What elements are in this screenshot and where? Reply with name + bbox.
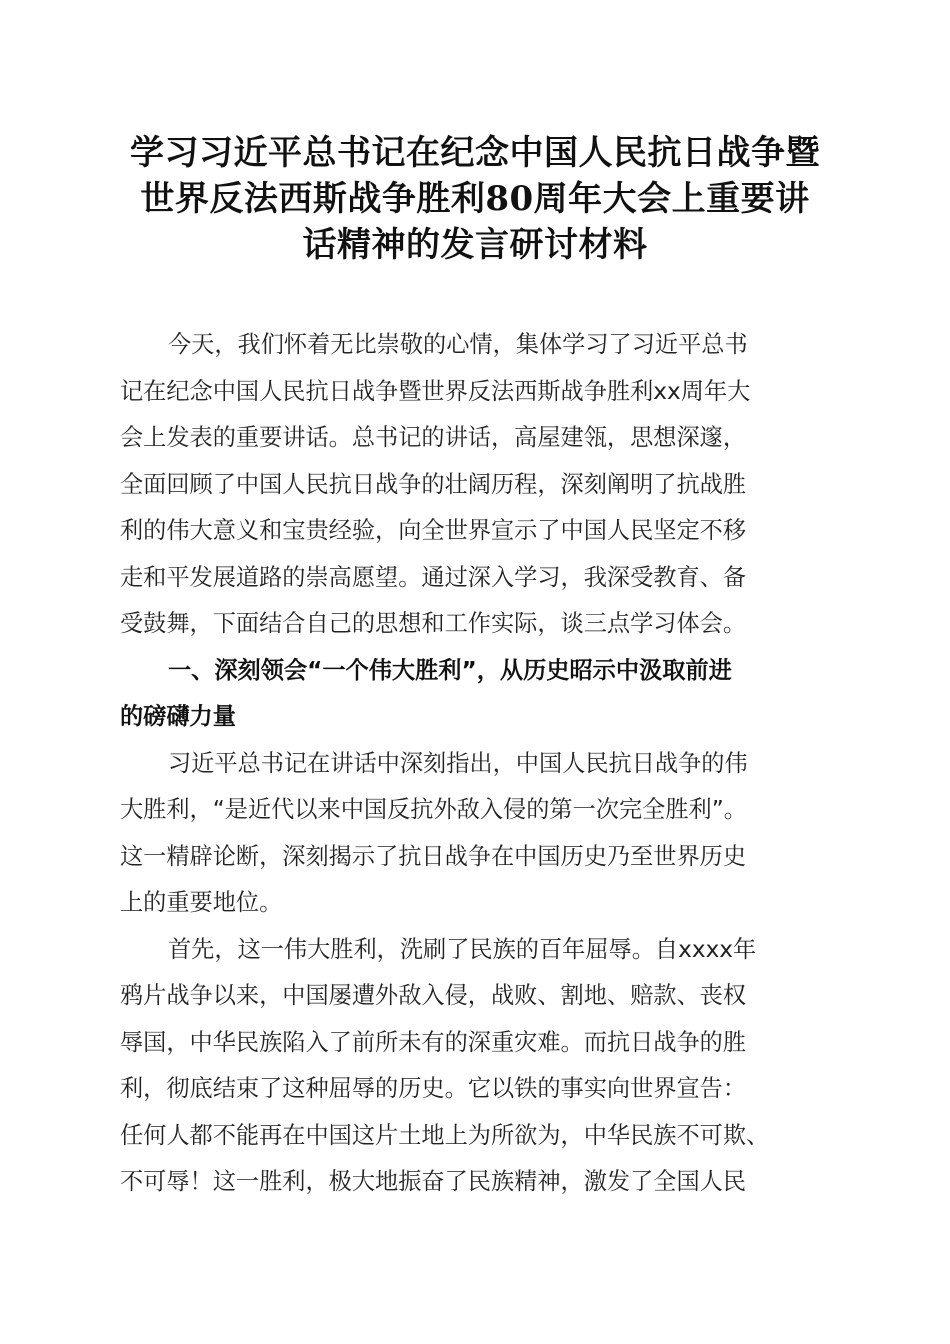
paragraph-line: 习近平总书记在讲话中深刻指出，中国人民抗日战争的伟 [168,749,748,777]
paragraph-line: 受鼓舞，下面结合自己的思想和工作实际，谈三点学习体会。 [120,610,747,637]
heading-line: 的磅礴力量 [120,703,236,730]
intro-paragraph [120,322,830,648]
title-line: 学习习近平总书记在纪念中国人民抗日战争暨 [130,133,820,173]
body-paragraph [120,927,830,1206]
paragraph-line: 记在纪念中国人民抗日战争暨世界反法西斯战争胜利xx周年大 [120,377,751,405]
heading-line: 一、深刻领会“一个伟大胜利”，从历史昭示中汲取前进 [168,656,732,684]
paragraph-line: 鸦片战争以来，中国屡遭外敌入侵，战败、割地、赔款、丧权 [120,982,747,1009]
paragraph-line: 走和平发展道路的崇高愿望。通过深入学习，我深受教育、备 [120,563,747,591]
paragraph-line: 大胜利，“是近代以来中国反抗外敌入侵的第一次完全胜利”。 [120,796,747,823]
paragraph-line: 首先，这一伟大胜利，洗刷了民族的百年屈辱。自xxxx年 [168,935,757,963]
paragraph-line: 利，彻底结束了这种屈辱的历史。它以铁的事实向世界宣告： [120,1075,747,1102]
paragraph-line: 任何人都不能再在中国这片土地上为所欲为，中华民族不可欺、 [120,1121,770,1149]
paragraph-line: 辱国，中华民族陷入了前所未有的深重灾难。而抗日战争的胜 [120,1028,747,1056]
paragraph-line: 上的重要地位。 [120,889,283,916]
title-line: 世界反法西斯战争胜利80周年大会上重要讲 [140,179,810,219]
paragraph-line: 这一精辟论断，深刻揭示了抗日战争在中国历史乃至世界历史 [120,842,747,870]
title-line: 话精神的发言研讨材料 [302,225,648,265]
paragraph-line: 不可辱！这一胜利，极大地振奋了民族精神，激发了全国人民 [120,1168,747,1195]
paragraph-line: 今天，我们怀着无比崇敬的心情，集体学习了习近平总书 [168,331,748,358]
body-paragraph [120,741,830,927]
paragraph-line: 利的伟大意义和宝贵经验，向全世界宣示了中国人民坚定不移 [120,517,747,544]
document-body [120,322,830,1206]
section-heading [120,648,830,741]
paragraph-line: 会上发表的重要讲话。总书记的讲话，高屋建瓴，思想深邃， [120,424,747,451]
paragraph-line: 全面回顾了中国人民抗日战争的壮阔历程，深刻阐明了抗战胜 [120,470,747,498]
document-title [110,130,840,268]
